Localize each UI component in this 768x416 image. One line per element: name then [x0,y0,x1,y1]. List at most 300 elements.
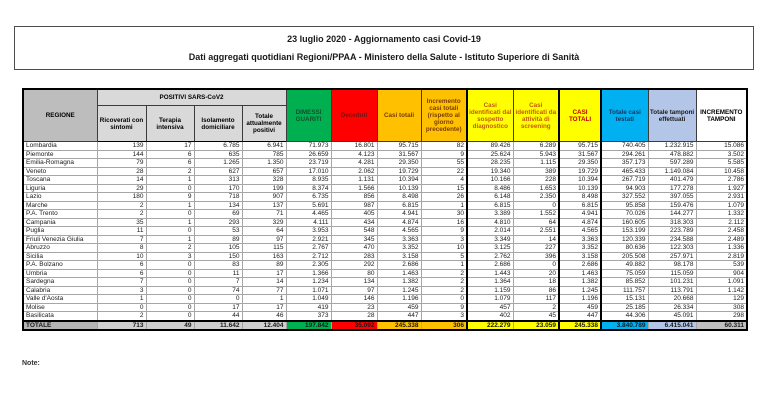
cell-casi-attivita-screening: 227 [513,244,559,253]
total-cell-terapia-intensiva: 49 [146,321,194,331]
cell-casi-sospetto-diagnostico: 6.148 [467,193,513,202]
cell-casi-totali-riepilogo: 19.729 [559,167,601,176]
cell-casi-totali: 3.363 [377,235,421,244]
total-cell-casi-totali-riepilogo: 245.338 [559,321,601,331]
cell-casi-totali: 8.498 [377,193,421,202]
cell-totale-casi-testati: 44.306 [601,312,648,321]
cell-totale-tamponi-effettuati: 1.149.084 [648,167,696,176]
cell-terapia-intensiva: 0 [146,286,194,295]
cell-totale-casi-testati: 205.508 [601,252,648,261]
cell-incremento-casi-totali: 15 [421,184,467,193]
cell-incremento-tamponi: 2.931 [696,193,747,202]
cell-totale-tamponi-effettuati: 45.091 [648,312,696,321]
cell-incremento-casi-totali: 22 [421,167,467,176]
cell-casi-sospetto-diagnostico: 3.389 [467,210,513,219]
col-header-incremento-tamponi: INCREMENTO TAMPONI [696,89,747,142]
cell-totale-tamponi-effettuati: 20.668 [648,295,696,304]
region-name-cell: Lombardia [23,142,97,151]
cell-casi-attivita-screening: 117 [513,295,559,304]
cell-casi-totali-riepilogo: 3.158 [559,252,601,261]
region-name-cell: Friuli Venezia Giulia [23,235,97,244]
region-row [23,142,747,151]
cell-casi-totali-riepilogo: 1.463 [559,269,601,278]
cell-totale-attualmente-positivi: 17 [242,269,286,278]
cell-terapia-intensiva: 1 [146,218,194,227]
cell-casi-attivita-screening: 1.653 [513,184,559,193]
cell-casi-attivita-screening: 228 [513,176,559,185]
cell-ricoverati-con-sintomi: 0 [97,303,146,312]
report-date-title: 23 luglio 2020 - Aggiornamento casi Covid-19 [287,34,481,45]
cell-casi-totali-riepilogo: 3.352 [559,244,601,253]
cell-ricoverati-con-sintomi: 79 [97,159,146,168]
region-row [23,150,747,159]
cell-incremento-casi-totali: 2 [421,269,467,278]
total-cell-casi-sospetto-diagnostico: 222.279 [467,321,513,331]
region-row [23,193,747,202]
cell-incremento-tamponi: 5.585 [696,159,747,168]
cell-ricoverati-con-sintomi: 2 [97,201,146,210]
cell-incremento-casi-totali: 1 [421,261,467,270]
cell-incremento-tamponi: 3.502 [696,150,747,159]
cell-deceduti: 856 [331,193,377,202]
cell-isolamento-domiciliare: 6.785 [194,142,242,151]
cell-totale-casi-testati: 357.173 [601,159,648,168]
region-name-cell: Lazio [23,193,97,202]
cell-ricoverati-con-sintomi: 144 [97,150,146,159]
total-row [23,321,747,331]
cell-incremento-tamponi: 1.332 [696,210,747,219]
cell-casi-sospetto-diagnostico: 3.349 [467,235,513,244]
cell-casi-sospetto-diagnostico: 89.426 [467,142,513,151]
cell-totale-attualmente-positivi: 163 [242,252,286,261]
cell-totale-attualmente-positivi: 1.350 [242,159,286,168]
cell-totale-tamponi-effettuati: 122.303 [648,244,696,253]
cell-casi-totali: 31.567 [377,150,421,159]
cell-casi-sospetto-diagnostico: 10.166 [467,176,513,185]
cell-dimessi-guariti: 17.010 [286,167,331,176]
cell-casi-sospetto-diagnostico: 25.624 [467,150,513,159]
region-name-cell: Veneto [23,167,97,176]
cell-casi-sospetto-diagnostico: 1.079 [467,295,513,304]
cell-totale-attualmente-positivi: 17 [242,303,286,312]
cell-dimessi-guariti: 4.111 [286,218,331,227]
col-header-casi-totali-riepilogo: CASI TOTALI [559,89,601,142]
cell-incremento-tamponi: 2.112 [696,218,747,227]
cell-totale-casi-testati: 25.185 [601,303,648,312]
cell-deceduti: 16.801 [331,142,377,151]
cell-terapia-intensiva: 6 [146,150,194,159]
cell-incremento-casi-totali: 9 [421,150,467,159]
cell-incremento-tamponi: 1.091 [696,278,747,287]
cell-casi-totali: 1.196 [377,295,421,304]
cell-incremento-casi-totali: 10 [421,244,467,253]
cell-casi-attivita-screening: 2.551 [513,227,559,236]
col-header-terapia-intensiva: Terapia intensiva [146,106,194,142]
cell-casi-sospetto-diagnostico: 1.364 [467,278,513,287]
cell-terapia-intensiva: 17 [146,142,194,151]
cell-dimessi-guariti: 1.049 [286,295,331,304]
note-label: Note: [22,360,40,367]
cell-casi-attivita-screening: 0 [513,261,559,270]
cell-terapia-intensiva: 0 [146,269,194,278]
cell-totale-tamponi-effettuati: 223.789 [648,227,696,236]
col-header-ricoverati-con-sintomi: Ricoverati con sintomi [97,106,146,142]
col-header-totale-tamponi-effettuati: Totale tamponi effettuati [648,89,696,142]
cell-casi-sospetto-diagnostico: 3.125 [467,244,513,253]
col-header-incremento-casi-totali: Incremento casi totali (rispetto al giorno precedente) [421,89,467,142]
cell-isolamento-domiciliare: 44 [194,312,242,321]
cell-deceduti: 97 [331,286,377,295]
cell-totale-attualmente-positivi: 785 [242,150,286,159]
cell-incremento-tamponi: 539 [696,261,747,270]
cell-terapia-intensiva: 0 [146,210,194,219]
cell-incremento-tamponi: 2.786 [696,176,747,185]
cell-isolamento-domiciliare: 0 [194,295,242,304]
cell-incremento-casi-totali: 9 [421,227,467,236]
cell-dimessi-guariti: 4.465 [286,210,331,219]
cell-totale-casi-testati: 327.552 [601,193,648,202]
cell-casi-attivita-screening: 14 [513,235,559,244]
total-cell-totale-attualmente-positivi: 12.404 [242,321,286,331]
cell-casi-attivita-screening: 18 [513,278,559,287]
cell-incremento-tamponi: 10.458 [696,167,747,176]
cell-deceduti: 1.566 [331,184,377,193]
cell-casi-totali-riepilogo: 1.245 [559,286,601,295]
cell-ricoverati-con-sintomi: 2 [97,312,146,321]
cell-isolamento-domiciliare: 627 [194,167,242,176]
cell-totale-casi-testati: 465.433 [601,167,648,176]
cell-totale-casi-testati: 80.636 [601,244,648,253]
cell-casi-totali-riepilogo: 2.686 [559,261,601,270]
region-name-cell: Basilicata [23,312,97,321]
cell-ricoverati-con-sintomi: 180 [97,193,146,202]
cell-incremento-tamponi: 2.489 [696,235,747,244]
cell-totale-tamponi-effettuati: 113.791 [648,286,696,295]
cell-incremento-tamponi: 2.819 [696,252,747,261]
cell-isolamento-domiciliare: 74 [194,286,242,295]
cell-ricoverati-con-sintomi: 29 [97,184,146,193]
cell-dimessi-guariti: 2.305 [286,261,331,270]
region-name-cell: P.A. Bolzano [23,261,97,270]
cell-casi-attivita-screening: 389 [513,167,559,176]
cell-dimessi-guariti: 26.659 [286,150,331,159]
total-cell-incremento-tamponi: 60.311 [696,321,747,331]
cell-dimessi-guariti: 419 [286,303,331,312]
cell-ricoverati-con-sintomi: 8 [97,244,146,253]
cell-deceduti: 1.131 [331,176,377,185]
region-name-cell: Puglia [23,227,97,236]
cell-totale-attualmente-positivi: 14 [242,278,286,287]
cell-isolamento-domiciliare: 134 [194,201,242,210]
cell-incremento-tamponi: 1.336 [696,244,747,253]
cell-totale-casi-testati: 294.261 [601,150,648,159]
cell-incremento-casi-totali: 16 [421,218,467,227]
cell-incremento-casi-totali: 3 [421,235,467,244]
cell-totale-attualmente-positivi: 907 [242,193,286,202]
cell-casi-sospetto-diagnostico: 1.443 [467,269,513,278]
region-row [23,295,747,304]
cell-totale-attualmente-positivi: 46 [242,312,286,321]
cell-incremento-tamponi: 1.142 [696,286,747,295]
cell-totale-attualmente-positivi: 89 [242,261,286,270]
region-row [23,218,747,227]
cell-isolamento-domiciliare: 105 [194,244,242,253]
col-group-header-positivi-sars-cov2: POSITIVI SARS-CoV2 [97,89,286,106]
cell-deceduti: 146 [331,295,377,304]
cell-totale-tamponi-effettuati: 478.882 [648,150,696,159]
cell-totale-attualmente-positivi: 115 [242,244,286,253]
cell-isolamento-domiciliare: 293 [194,218,242,227]
cell-terapia-intensiva: 2 [146,167,194,176]
region-row [23,269,747,278]
cell-totale-tamponi-effettuati: 177.278 [648,184,696,193]
cell-totale-casi-testati: 49.882 [601,261,648,270]
cell-totale-tamponi-effettuati: 101.231 [648,278,696,287]
cell-dimessi-guariti: 3.953 [286,227,331,236]
cell-totale-tamponi-effettuati: 26.334 [648,303,696,312]
cell-casi-attivita-screening: 86 [513,286,559,295]
region-name-cell: Liguria [23,184,97,193]
cell-casi-totali-riepilogo: 10.394 [559,176,601,185]
cell-ricoverati-con-sintomi: 6 [97,261,146,270]
cell-casi-attivita-screening: 20 [513,269,559,278]
cell-casi-totali: 4.874 [377,218,421,227]
cell-terapia-intensiva: 0 [146,312,194,321]
cell-casi-totali: 95.715 [377,142,421,151]
region-name-cell: Sicilia [23,252,97,261]
cell-incremento-casi-totali: 3 [421,312,467,321]
cell-ricoverati-con-sintomi: 2 [97,210,146,219]
cell-isolamento-domiciliare: 150 [194,252,242,261]
col-header-casi-sospetto-diagnostico: Casi identificati dal sospetto diagnostico [467,89,513,142]
cell-isolamento-domiciliare: 718 [194,193,242,202]
cell-incremento-casi-totali: 0 [421,295,467,304]
col-header-totale-casi-testati: Totale casi testati [601,89,648,142]
region-name-cell: Abruzzo [23,244,97,253]
total-cell-dimessi-guariti: 197.842 [286,321,331,331]
cell-deceduti: 292 [331,261,377,270]
cell-casi-totali: 447 [377,312,421,321]
cell-casi-sospetto-diagnostico: 19.340 [467,167,513,176]
cell-incremento-tamponi: 15.086 [696,142,747,151]
region-row [23,312,747,321]
cell-casi-totali: 19.729 [377,167,421,176]
cell-totale-attualmente-positivi: 329 [242,218,286,227]
cell-casi-totali: 29.350 [377,159,421,168]
cell-isolamento-domiciliare: 89 [194,235,242,244]
cell-terapia-intensiva: 6 [146,159,194,168]
report-source-subtitle: Dati aggregati quotidiani Regioni/PPAA - Ministero della Salute - Istituto Superiore di Sanità [188,51,580,62]
cell-terapia-intensiva: 0 [146,227,194,236]
cell-totale-attualmente-positivi: 657 [242,167,286,176]
cell-incremento-casi-totali: 26 [421,193,467,202]
cell-totale-tamponi-effettuati: 234.588 [648,235,696,244]
cell-ricoverati-con-sintomi: 1 [97,295,146,304]
cell-casi-attivita-screening: 2.350 [513,193,559,202]
cell-casi-sospetto-diagnostico: 2.686 [467,261,513,270]
region-row [23,176,747,185]
region-name-cell: Piemonte [23,150,97,159]
cell-totale-casi-testati: 160.605 [601,218,648,227]
col-header-totale-attualmente-positivi: Totale attualmente positivi [242,106,286,142]
total-cell-ricoverati-con-sintomi: 713 [97,321,146,331]
cell-incremento-casi-totali: 5 [421,252,467,261]
region-row [23,201,747,210]
region-name-cell: Emilia-Romagna [23,159,97,168]
cell-dimessi-guariti: 23.719 [286,159,331,168]
cell-incremento-casi-totali: 55 [421,159,467,168]
cell-casi-totali: 1.245 [377,286,421,295]
total-cell-casi-totali: 245.338 [377,321,421,331]
cell-casi-totali: 2.686 [377,261,421,270]
cell-casi-totali-riepilogo: 4.941 [559,210,601,219]
cell-casi-totali-riepilogo: 459 [559,303,601,312]
cell-dimessi-guariti: 373 [286,312,331,321]
cell-casi-totali-riepilogo: 1.382 [559,278,601,287]
cell-terapia-intensiva: 0 [146,295,194,304]
cell-terapia-intensiva: 0 [146,184,194,193]
table-body [23,142,747,331]
total-cell-deceduti: 35.092 [331,321,377,331]
cell-deceduti: 28 [331,312,377,321]
region-name-cell: Marche [23,201,97,210]
cell-incremento-tamponi: 2.458 [696,227,747,236]
cell-totale-casi-testati: 94.903 [601,184,648,193]
cell-incremento-tamponi: 904 [696,269,747,278]
region-row [23,210,747,219]
cell-terapia-intensiva: 0 [146,261,194,270]
cell-casi-totali-riepilogo: 3.363 [559,235,601,244]
cell-casi-attivita-screening: 6.289 [513,142,559,151]
cell-deceduti: 987 [331,201,377,210]
cell-deceduti: 405 [331,210,377,219]
cell-incremento-tamponi: 308 [696,303,747,312]
cell-isolamento-domiciliare: 1.265 [194,159,242,168]
cell-isolamento-domiciliare: 69 [194,210,242,219]
cell-casi-sospetto-diagnostico: 1.159 [467,286,513,295]
cell-totale-attualmente-positivi: 328 [242,176,286,185]
cell-totale-attualmente-positivi: 199 [242,184,286,193]
cell-isolamento-domiciliare: 170 [194,184,242,193]
region-row [23,159,747,168]
cell-casi-totali: 4.941 [377,210,421,219]
cell-totale-casi-testati: 740.405 [601,142,648,151]
cell-totale-tamponi-effettuati: 144.277 [648,210,696,219]
cell-dimessi-guariti: 6.735 [286,193,331,202]
cell-casi-totali-riepilogo: 6.815 [559,201,601,210]
cell-casi-totali-riepilogo: 4.565 [559,227,601,236]
cell-casi-totali: 3.158 [377,252,421,261]
cell-terapia-intensiva: 9 [146,193,194,202]
cell-ricoverati-con-sintomi: 35 [97,218,146,227]
cell-casi-sospetto-diagnostico: 6.815 [467,201,513,210]
cell-deceduti: 134 [331,278,377,287]
region-row [23,235,747,244]
cell-totale-attualmente-positivi: 64 [242,227,286,236]
region-row [23,252,747,261]
cell-casi-attivita-screening: 1.552 [513,210,559,219]
cell-incremento-casi-totali: 82 [421,142,467,151]
cell-casi-sospetto-diagnostico: 2.014 [467,227,513,236]
cell-isolamento-domiciliare: 11 [194,269,242,278]
cell-totale-attualmente-positivi: 1 [242,295,286,304]
report-header [14,26,754,70]
total-label-cell: TOTALE [23,321,97,331]
cell-casi-sospetto-diagnostico: 8.486 [467,184,513,193]
cell-totale-attualmente-positivi: 137 [242,201,286,210]
cell-casi-attivita-screening: 0 [513,201,559,210]
cell-dimessi-guariti: 71.973 [286,142,331,151]
cell-totale-tamponi-effettuati: 397.055 [648,193,696,202]
cell-totale-attualmente-positivi: 71 [242,210,286,219]
cell-deceduti: 2.062 [331,167,377,176]
cell-ricoverati-con-sintomi: 14 [97,176,146,185]
cell-ricoverati-con-sintomi: 28 [97,167,146,176]
cell-casi-totali-riepilogo: 95.715 [559,142,601,151]
cell-casi-totali-riepilogo: 8.498 [559,193,601,202]
header-row-groups [23,89,747,106]
cell-casi-totali: 6.815 [377,201,421,210]
cell-totale-casi-testati: 75.059 [601,269,648,278]
total-cell-totale-casi-testati: 3.840.789 [601,321,648,331]
cell-terapia-intensiva: 1 [146,235,194,244]
cell-deceduti: 4.123 [331,150,377,159]
cell-incremento-tamponi: 298 [696,312,747,321]
region-name-cell: Calabria [23,286,97,295]
cell-casi-totali-riepilogo: 447 [559,312,601,321]
cell-deceduti: 80 [331,269,377,278]
cell-ricoverati-con-sintomi: 7 [97,278,146,287]
cell-dimessi-guariti: 1.071 [286,286,331,295]
cell-casi-totali: 4.565 [377,227,421,236]
cell-isolamento-domiciliare: 83 [194,261,242,270]
cell-totale-attualmente-positivi: 77 [242,286,286,295]
cell-casi-attivita-screening: 2 [513,303,559,312]
region-name-cell: Valle d'Aosta [23,295,97,304]
col-header-regione: REGIONE [23,89,97,142]
region-row [23,286,747,295]
cell-casi-attivita-screening: 64 [513,218,559,227]
cell-dimessi-guariti: 8.374 [286,184,331,193]
cell-totale-attualmente-positivi: 6.941 [242,142,286,151]
cell-terapia-intensiva: 3 [146,252,194,261]
region-name-cell: Umbria [23,269,97,278]
cell-casi-totali: 10.394 [377,176,421,185]
cell-totale-tamponi-effettuati: 115.059 [648,269,696,278]
cell-casi-sospetto-diagnostico: 457 [467,303,513,312]
cell-totale-tamponi-effettuati: 318.303 [648,218,696,227]
total-cell-totale-tamponi-effettuati: 6.415.041 [648,321,696,331]
cell-ricoverati-con-sintomi: 3 [97,286,146,295]
cell-totale-casi-testati: 120.339 [601,235,648,244]
cell-dimessi-guariti: 1.366 [286,269,331,278]
cell-casi-totali: 10.139 [377,184,421,193]
cell-deceduti: 434 [331,218,377,227]
total-cell-incremento-casi-totali: 306 [421,321,467,331]
col-header-casi-attivita-screening: Casi identificati da attività di screening [513,89,559,142]
cell-terapia-intensiva: 0 [146,278,194,287]
col-header-deceduti: Deceduti [331,89,377,142]
cell-ricoverati-con-sintomi: 10 [97,252,146,261]
cell-terapia-intensiva: 2 [146,244,194,253]
cell-dimessi-guariti: 8.935 [286,176,331,185]
region-name-cell: Toscana [23,176,97,185]
cell-totale-casi-testati: 15.131 [601,295,648,304]
region-row [23,227,747,236]
region-row [23,278,747,287]
covid-regions-table [22,88,748,331]
cell-ricoverati-con-sintomi: 11 [97,227,146,236]
